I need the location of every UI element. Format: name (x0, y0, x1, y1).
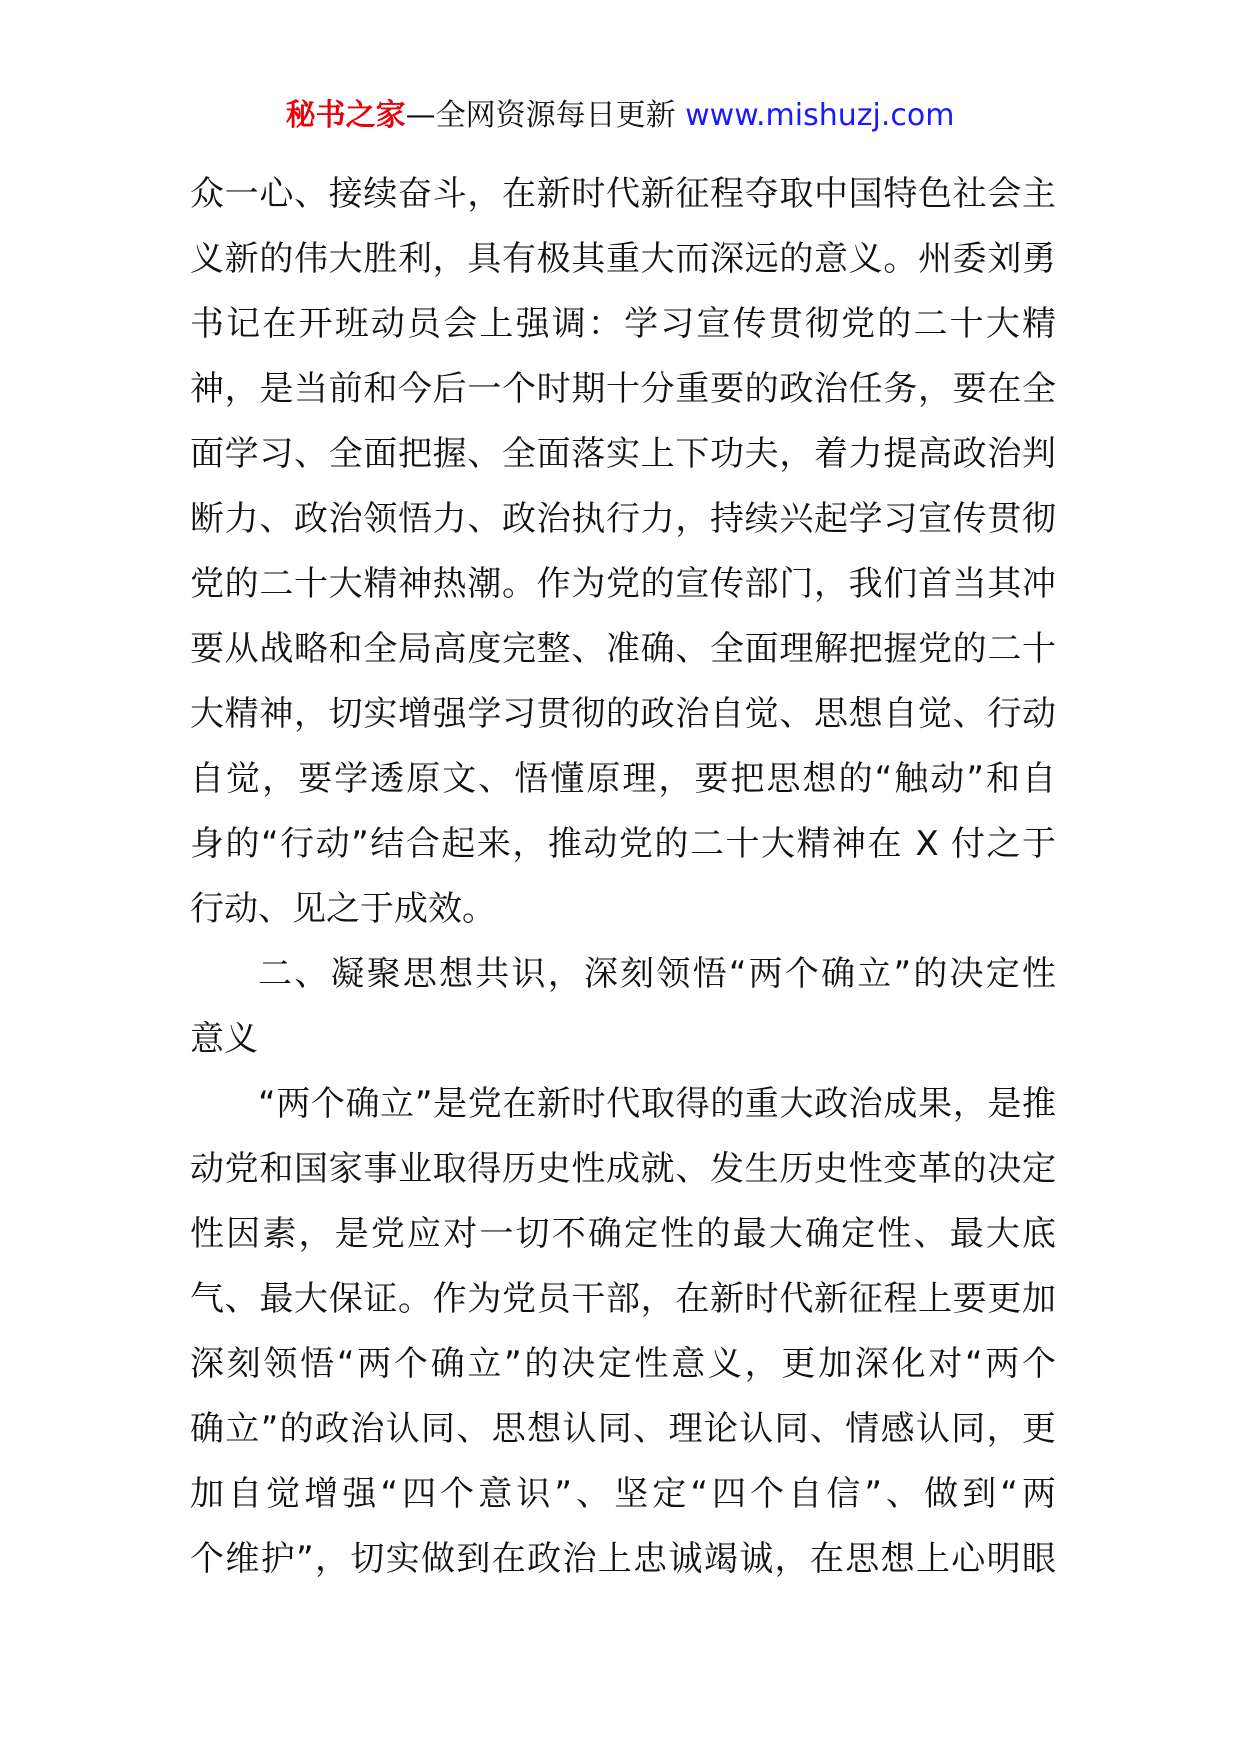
text-line: 义新的伟大胜利，具有极其重大而深远的意义。州委刘勇 (190, 239, 1056, 279)
text-line: 行动、见之于成效。 (190, 889, 496, 929)
text-line: “两个确立”是党在新时代取得的重大政治成果，是推 (258, 1084, 1056, 1124)
text-line: 加自觉增强“四个意识”、坚定“四个自信”、做到“两 (190, 1474, 1056, 1514)
brand-name: 秘书之家 (285, 98, 406, 133)
page-header (0, 96, 1240, 136)
text-line: 神，是当前和今后一个时期十分重要的政治任务，要在全 (190, 369, 1056, 409)
text-line: 深刻领悟“两个确立”的决定性意义，更加深化对“两个 (190, 1344, 1056, 1384)
text-line: 面学习、全面把握、全面落实上下功夫，着力提高政治判 (190, 434, 1056, 474)
text-line: 性因素，是党应对一切不确定性的最大确定性、最大底 (190, 1214, 1056, 1254)
text-line: 众一心、接续奋斗，在新时代新征程夺取中国特色社会主 (190, 174, 1056, 214)
text-line: 大精神，切实增强学习贯彻的政治自觉、思想自觉、行动 (190, 694, 1056, 734)
header-url[interactable]: www.mishuzj.com (685, 98, 955, 133)
text-line: 确立”的政治认同、思想认同、理论认同、情感认同，更 (190, 1409, 1056, 1449)
text-line: 书记在开班动员会上强调：学习宣传贯彻党的二十大精 (190, 304, 1056, 344)
text-line: 二、凝聚思想共识，深刻领悟“两个确立”的决定性 (258, 954, 1056, 994)
text-line: 党的二十大精神热潮。作为党的宣传部门，我们首当其冲 (190, 564, 1056, 604)
text-line: 动党和国家事业取得历史性成就、发生历史性变革的决定 (190, 1149, 1056, 1189)
text-line: 自觉，要学透原文、悟懂原理，要把思想的“触动”和自 (190, 759, 1056, 799)
text-line: 意义 (190, 1019, 258, 1059)
text-line: 断力、政治领悟力、政治执行力，持续兴起学习宣传贯彻 (190, 499, 1056, 539)
text-line: 个维护”，切实做到在政治上忠诚竭诚，在思想上心明眼 (190, 1539, 1056, 1579)
text-line: 要从战略和全局高度完整、准确、全面理解把握党的二十 (190, 629, 1056, 669)
text-line: 气、最大保证。作为党员干部，在新时代新征程上要更加 (190, 1279, 1056, 1319)
document-body (190, 162, 1056, 1592)
text-line: 身的“行动”结合起来，推动党的二十大精神在 X 付之于 (190, 824, 1056, 864)
header-tagline: —全网资源每日更新 (405, 98, 686, 133)
